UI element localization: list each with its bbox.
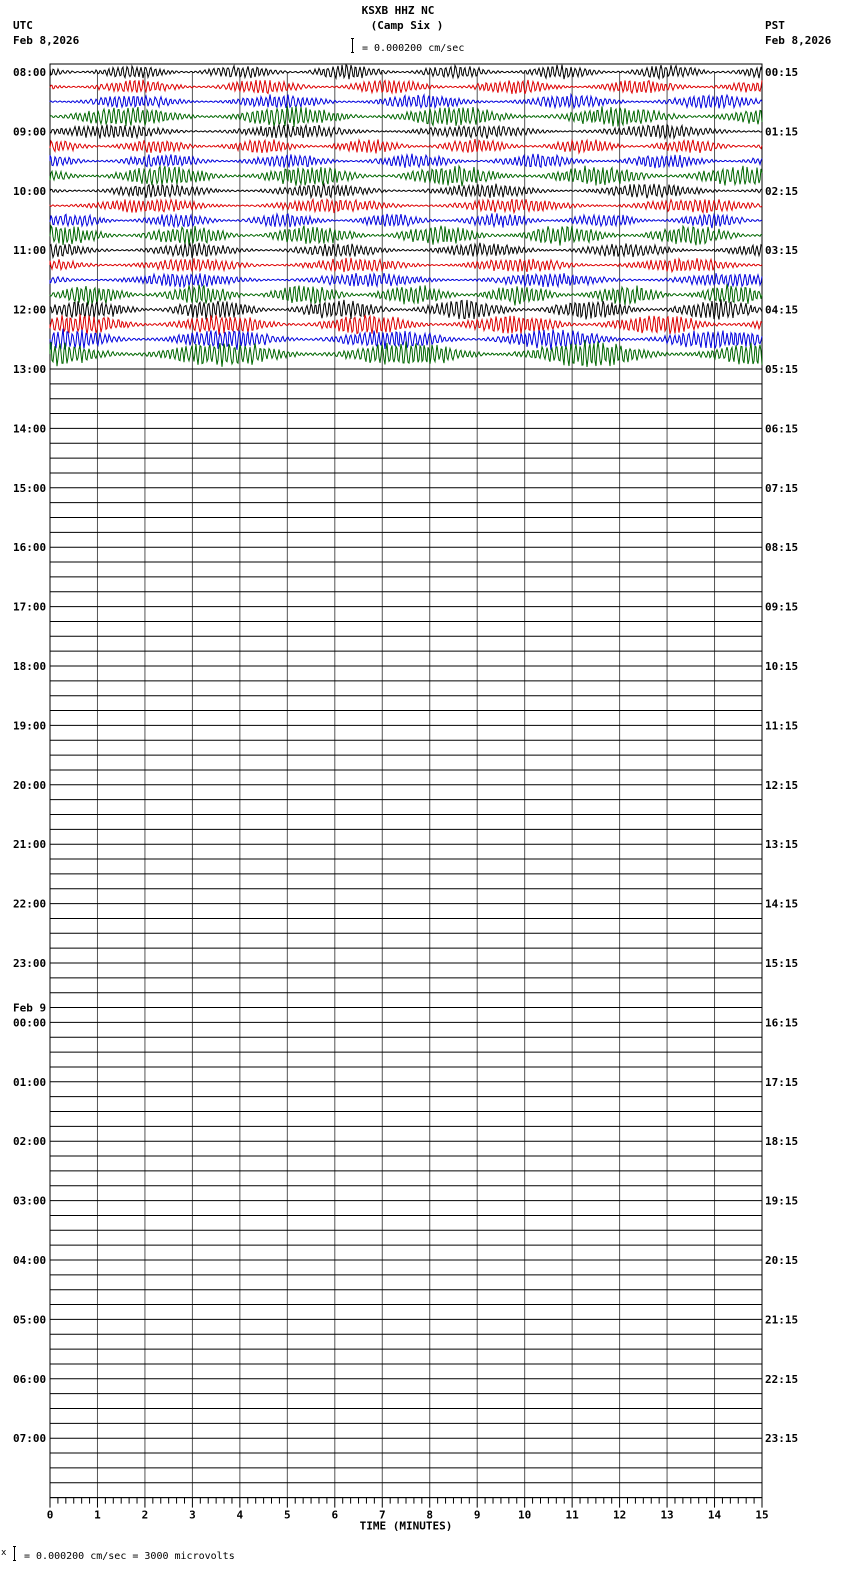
seismic-trace (50, 80, 762, 94)
utc-hour-label: 14:00 (13, 422, 47, 436)
pst-hour-label: 15:15 (765, 957, 799, 970)
x-tick-label: 15 (755, 1508, 769, 1522)
pst-hour-label: 17:15 (765, 1075, 799, 1089)
seismic-trace (50, 226, 762, 246)
seismic-trace (50, 314, 762, 335)
site-name: (Camp Six ) (370, 19, 444, 32)
pst-hour-label: 01:15 (765, 125, 799, 139)
pst-hour-label: 11:15 (765, 719, 799, 733)
pst-hour-label: 22:15 (765, 1372, 799, 1386)
pst-hour-label: 20:15 (765, 1254, 799, 1267)
pst-hour-label: 05:15 (765, 363, 799, 376)
x-tick-label: 3 (189, 1508, 196, 1522)
pst-hour-label: 21:15 (765, 1313, 799, 1327)
pst-hour-label: 07:15 (765, 481, 799, 495)
date-change-label: Feb 9 (13, 1001, 47, 1015)
footer-scale-text: = 0.000200 cm/sec = 3000 microvolts (24, 1551, 235, 1562)
utc-hour-label: 09:00 (13, 125, 47, 139)
x-tick-label: 1 (94, 1508, 101, 1522)
utc-hour-label: 12:00 (13, 303, 47, 317)
seismic-trace (50, 273, 762, 287)
station-title: KSXB HHZ NC (361, 4, 435, 17)
utc-hour-label: 10:00 (13, 184, 47, 198)
pst-hour-label: 19:15 (765, 1194, 799, 1208)
seismic-trace (50, 106, 762, 127)
seismic-trace (50, 258, 762, 272)
pst-hour-label: 09:15 (765, 600, 799, 614)
utc-hour-label: 11:00 (13, 244, 47, 258)
utc-hour-label: 23:00 (13, 957, 47, 970)
x-tick-label: 8 (426, 1508, 434, 1522)
x-axis-label: TIME (MINUTES) (359, 1519, 453, 1533)
pst-hour-label: 23:15 (765, 1432, 799, 1446)
seismic-trace (50, 243, 762, 258)
utc-hour-label: 05:00 (13, 1313, 47, 1327)
utc-hour-label: 18:00 (13, 660, 47, 673)
pst-label: PST (765, 19, 785, 32)
pst-hour-label: 13:15 (765, 838, 799, 852)
utc-hour-label: 07:00 (13, 1432, 47, 1446)
utc-hour-label: 20:00 (13, 778, 47, 792)
utc-hour-label: 19:00 (13, 719, 47, 733)
pst-date: Feb 8,2026 (765, 34, 832, 47)
utc-hour-label: 02:00 (13, 1135, 47, 1149)
seismic-trace (50, 284, 762, 305)
x-tick-label: 2 (141, 1508, 149, 1522)
utc-hour-label: 21:00 (13, 838, 47, 852)
utc-hour-label: 06:00 (13, 1372, 47, 1386)
pst-hour-label: 04:15 (765, 303, 799, 317)
footer-scale-bar-icon (13, 1546, 16, 1561)
pst-hour-label: 16:15 (765, 1016, 799, 1030)
utc-hour-label: 00:00 (13, 1016, 47, 1030)
seismic-trace (50, 184, 762, 199)
pst-hour-label: 02:15 (765, 184, 799, 198)
pst-hour-label: 10:15 (765, 660, 799, 673)
x-tick-label: 0 (46, 1508, 54, 1522)
x-tick-label: 10 (518, 1508, 532, 1522)
pst-hour-label: 14:15 (765, 897, 799, 911)
seismic-trace (50, 139, 762, 153)
utc-hour-label: 03:00 (13, 1194, 47, 1208)
utc-hour-label: 01:00 (13, 1075, 47, 1089)
pst-hour-label: 18:15 (765, 1135, 799, 1149)
pst-hour-label: 12:15 (765, 778, 799, 792)
seismic-trace (50, 213, 762, 228)
utc-hour-label: 15:00 (13, 481, 47, 495)
utc-hour-label: 13:00 (13, 363, 47, 376)
seismic-trace (50, 299, 762, 319)
seismic-trace (50, 65, 762, 79)
pst-hour-label: 03:15 (765, 244, 799, 258)
seismic-trace (50, 124, 762, 138)
pst-hour-label: 08:15 (765, 541, 799, 555)
utc-hour-label: 04:00 (13, 1254, 47, 1267)
x-tick-label: 12 (612, 1508, 627, 1522)
seismic-trace (50, 95, 762, 109)
x-tick-label: 5 (284, 1508, 291, 1522)
seismic-trace (50, 199, 762, 213)
scale-text: = 0.000200 cm/sec (362, 43, 465, 54)
footer-marker: x (1, 1548, 7, 1558)
x-tick-label: 13 (660, 1508, 674, 1522)
utc-hour-label: 17:00 (13, 600, 47, 614)
utc-date: Feb 8,2026 (13, 34, 80, 47)
seismic-trace (50, 154, 762, 169)
pst-hour-label: 06:15 (765, 422, 799, 436)
seismic-trace (50, 166, 762, 187)
x-tick-label: 14 (707, 1508, 722, 1522)
seismic-trace (50, 340, 762, 367)
utc-label: UTC (13, 19, 33, 32)
utc-hour-label: 22:00 (13, 897, 47, 911)
x-tick-label: 7 (378, 1508, 386, 1522)
x-tick-label: 6 (331, 1508, 339, 1522)
pst-hour-label: 00:15 (765, 66, 799, 79)
utc-hour-label: 16:00 (13, 541, 47, 555)
x-tick-label: 4 (236, 1508, 244, 1522)
x-tick-label: 9 (473, 1508, 481, 1522)
x-tick-label: 11 (565, 1508, 579, 1522)
utc-hour-label: 08:00 (13, 66, 47, 79)
